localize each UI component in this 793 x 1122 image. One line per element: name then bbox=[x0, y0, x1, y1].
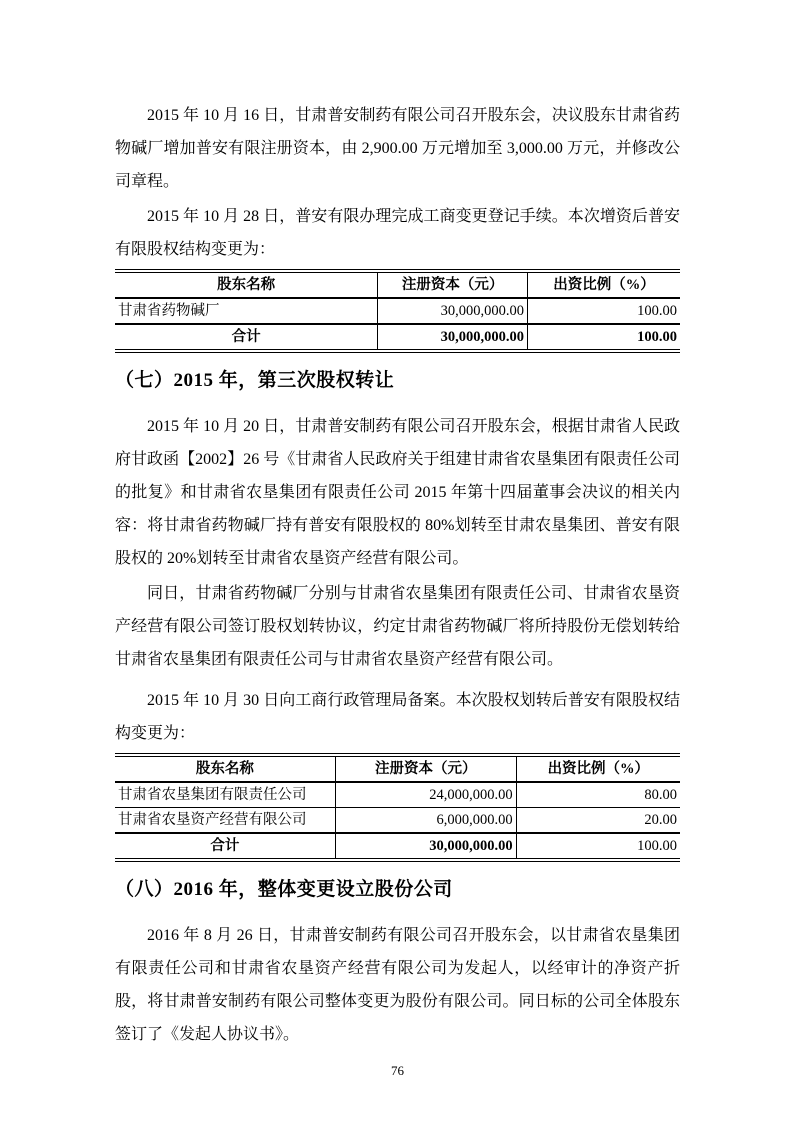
table-row bbox=[115, 298, 680, 324]
paragraph-registration-change: 2015 年 10 月 28 日，普安有限办理完成工商变更登记手续。本次增资后普安有限股权结构变更为： bbox=[115, 208, 680, 258]
column-header-shareholder-name: 股东名称 bbox=[115, 755, 335, 782]
paragraph-transfer-agreement: 同日，甘肃省药物碱厂分别与甘肃省农垦集团有限责任公司、甘肃省农垦资产经营有限公司签订股权划转协议，约定甘肃省药物碱厂将所持股份无偿划转给甘肃省农垦集团有限责任公司与甘肃省农垦资产经营有限公司。 bbox=[115, 585, 680, 668]
page-number: 76 bbox=[391, 1063, 404, 1078]
registered-capital-cell: 30,000,000.00 bbox=[378, 298, 528, 324]
table-row bbox=[115, 782, 680, 808]
shareholding-table-after-transfer bbox=[115, 753, 680, 862]
column-header-registered-capital: 注册资本（元） bbox=[378, 271, 528, 298]
column-header-contribution-ratio: 出资比例（%） bbox=[516, 755, 680, 782]
registered-capital-cell: 6,000,000.00 bbox=[335, 808, 516, 834]
table-total-row bbox=[115, 833, 680, 860]
shareholder-name-cell: 甘肃省农垦集团有限责任公司 bbox=[118, 787, 307, 803]
shareholder-name-cell: 甘肃省药物碱厂 bbox=[118, 303, 220, 319]
table-total-row bbox=[115, 324, 680, 351]
total-capital-cell: 30,000,000.00 bbox=[335, 833, 516, 860]
contribution-ratio-cell: 20.00 bbox=[516, 808, 680, 834]
paragraph-joint-stock-reform: 2016 年 8 月 26 日，甘肃普安制药有限公司召开股东会，以甘肃省农垦集团有限责任公司和甘肃省农垦资产经营有限公司为发起人，以经审计的净资产折股，将甘肃普安制药有限公司整体变更为股份有限公司。同日标的公司全体股东签订了《发起人协议书》。 bbox=[115, 927, 680, 1043]
total-label-cell: 合计 bbox=[115, 833, 335, 860]
contribution-ratio-cell: 100.00 bbox=[527, 298, 680, 324]
contribution-ratio-cell: 80.00 bbox=[516, 782, 680, 808]
paragraph-filing: 2015 年 10 月 30 日向工商行政管理局备案。本次股权划转后普安有限股权结构变更为： bbox=[115, 692, 680, 742]
column-header-shareholder-name: 股东名称 bbox=[115, 271, 378, 298]
paragraph-capital-increase: 2015 年 10 月 16 日，甘肃普安制药有限公司召开股东会，决议股东甘肃省药物碱厂增加普安有限注册资本，由 2,900.00 万元增加至 3,000.00 万元，并修改公司章程。 bbox=[115, 107, 680, 190]
shareholding-table-after-increase bbox=[115, 269, 680, 353]
section-heading-8: （八）2016 年，整体变更设立股份公司 bbox=[115, 879, 453, 900]
section-heading-7: （七）2015 年，第三次股权转让 bbox=[115, 370, 395, 391]
column-header-contribution-ratio: 出资比例（%） bbox=[527, 271, 680, 298]
table-header-row bbox=[115, 755, 680, 782]
table-header-row bbox=[115, 271, 680, 298]
registered-capital-cell: 24,000,000.00 bbox=[335, 782, 516, 808]
table-row bbox=[115, 808, 680, 834]
total-label-cell: 合计 bbox=[115, 324, 378, 351]
total-ratio-cell: 100.00 bbox=[516, 833, 680, 860]
total-capital-cell: 30,000,000.00 bbox=[378, 324, 528, 351]
paragraph-transfer-decision: 2015 年 10 月 20 日，甘肃普安制药有限公司召开股东会，根据甘肃省人民政府甘政函【2002】26 号《甘肃省人民政府关于组建甘肃省农垦集团有限责任公司的批复》和甘肃省农垦集团有限责任公司 2015 年第十四届董事会决议的相关内容：将甘肃省药物碱厂持有普安有限股权的 80%划转至甘肃农垦集团、普安有限股权的 20%划转至甘肃省农垦资产经营有限公司。 bbox=[115, 418, 680, 567]
total-ratio-cell: 100.00 bbox=[527, 324, 680, 351]
shareholder-name-cell: 甘肃省农垦资产经营有限公司 bbox=[115, 808, 335, 834]
column-header-registered-capital: 注册资本（元） bbox=[335, 755, 516, 782]
